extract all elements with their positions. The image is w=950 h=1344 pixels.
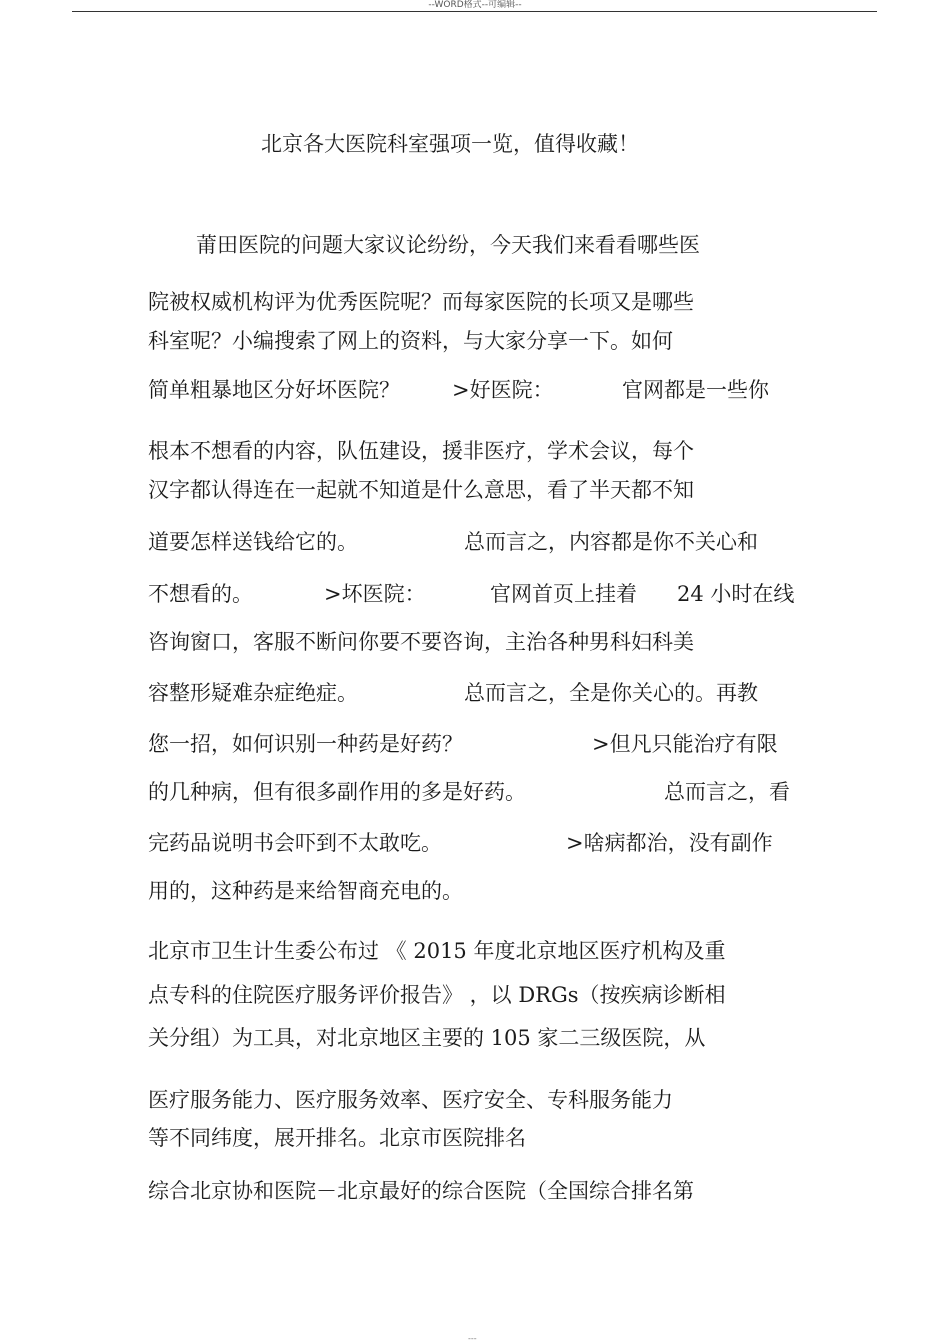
line-8-seg-1: 不想看的。: [148, 582, 253, 606]
paragraph-line-8: [148, 580, 848, 608]
paragraph-line-14: 用的，这种药是来给智商充电的。: [148, 879, 463, 903]
header-label: --WORD格式--可编辑--: [428, 0, 522, 10]
paragraph-line-17: 关分组）为工具，对北京地区主要的 105 家二三级医院，从: [148, 1026, 706, 1050]
paragraph-line-20: 综合北京协和医院－北京最好的综合医院（全国综合排名第: [148, 1179, 694, 1203]
paragraph-line-9: 咨询窗口，客服不断问你要不要咨询，主治各种男科妇科美: [148, 630, 694, 654]
paragraph-line-7: [148, 528, 848, 556]
paragraph-line-11: [148, 730, 848, 758]
paragraph-line-2: 院被权威机构评为优秀医院呢？而每家医院的长项又是哪些: [148, 290, 694, 314]
paragraph-line-19: 等不同纬度，展开排名。北京市医院排名: [148, 1126, 526, 1150]
line-13-seg-1: 完药品说明书会吓到不太敢吃。: [148, 831, 442, 855]
line-10-seg-2: 总而言之，全是你关心的。再教: [464, 681, 758, 705]
paragraph-line-12: [148, 778, 848, 806]
line-7-seg-1: 道要怎样送钱给它的。: [148, 530, 358, 554]
line-8-seg-2: >坏医院：: [324, 582, 426, 606]
footer-mark: ---: [468, 1334, 477, 1343]
line-12-seg-1: 的几种病，但有很多副作用的多是好药。: [148, 780, 526, 804]
paragraph-line-16: 点专科的住院医疗服务评价报告》 ，以 DRGs（按疾病诊断相: [148, 983, 726, 1007]
paragraph-line-18: 医疗服务能力、医疗服务效率、医疗安全、专科服务能力: [148, 1088, 673, 1112]
paragraph-line-1: 莆田医院的问题大家议论纷纷，今天我们来看看哪些医: [196, 233, 700, 257]
line-4-seg-2: >好医院：: [452, 378, 554, 402]
paragraph-line-13: [148, 829, 848, 857]
paragraph-line-4: [148, 376, 848, 404]
paragraph-line-10: [148, 679, 848, 707]
paragraph-line-15: 北京市卫生计生委公布过 《 2015 年度北京地区医疗机构及重: [148, 939, 726, 963]
line-12-seg-2: 总而言之，看: [664, 780, 790, 804]
line-11-seg-2: >但凡只能治疗有限: [592, 732, 778, 756]
line-10-seg-1: 容整形疑难杂症绝症。: [148, 681, 358, 705]
paragraph-line-3: 科室呢？小编搜索了网上的资料，与大家分享一下。如何: [148, 329, 673, 353]
header-rule: [72, 11, 877, 12]
document-title: 北京各大医院科室强项一览，值得收藏！: [261, 132, 639, 156]
line-4-seg-1: 简单粗暴地区分好坏医院？: [148, 378, 400, 402]
line-8-seg-3: 官网首页上挂着: [490, 582, 637, 606]
line-13-seg-2: >啥病都治，没有副作: [566, 831, 773, 855]
line-4-seg-3: 官网都是一些你: [622, 378, 769, 402]
line-7-seg-2: 总而言之，内容都是你不关心和: [464, 530, 758, 554]
line-8-seg-4: 24 小时在线: [677, 582, 795, 606]
paragraph-line-5: 根本不想看的内容，队伍建设，援非医疗，学术会议，每个: [148, 439, 694, 463]
paragraph-line-6: 汉字都认得连在一起就不知道是什么意思，看了半天都不知: [148, 478, 694, 502]
line-11-seg-1: 您一招，如何识别一种药是好药？: [148, 732, 463, 756]
